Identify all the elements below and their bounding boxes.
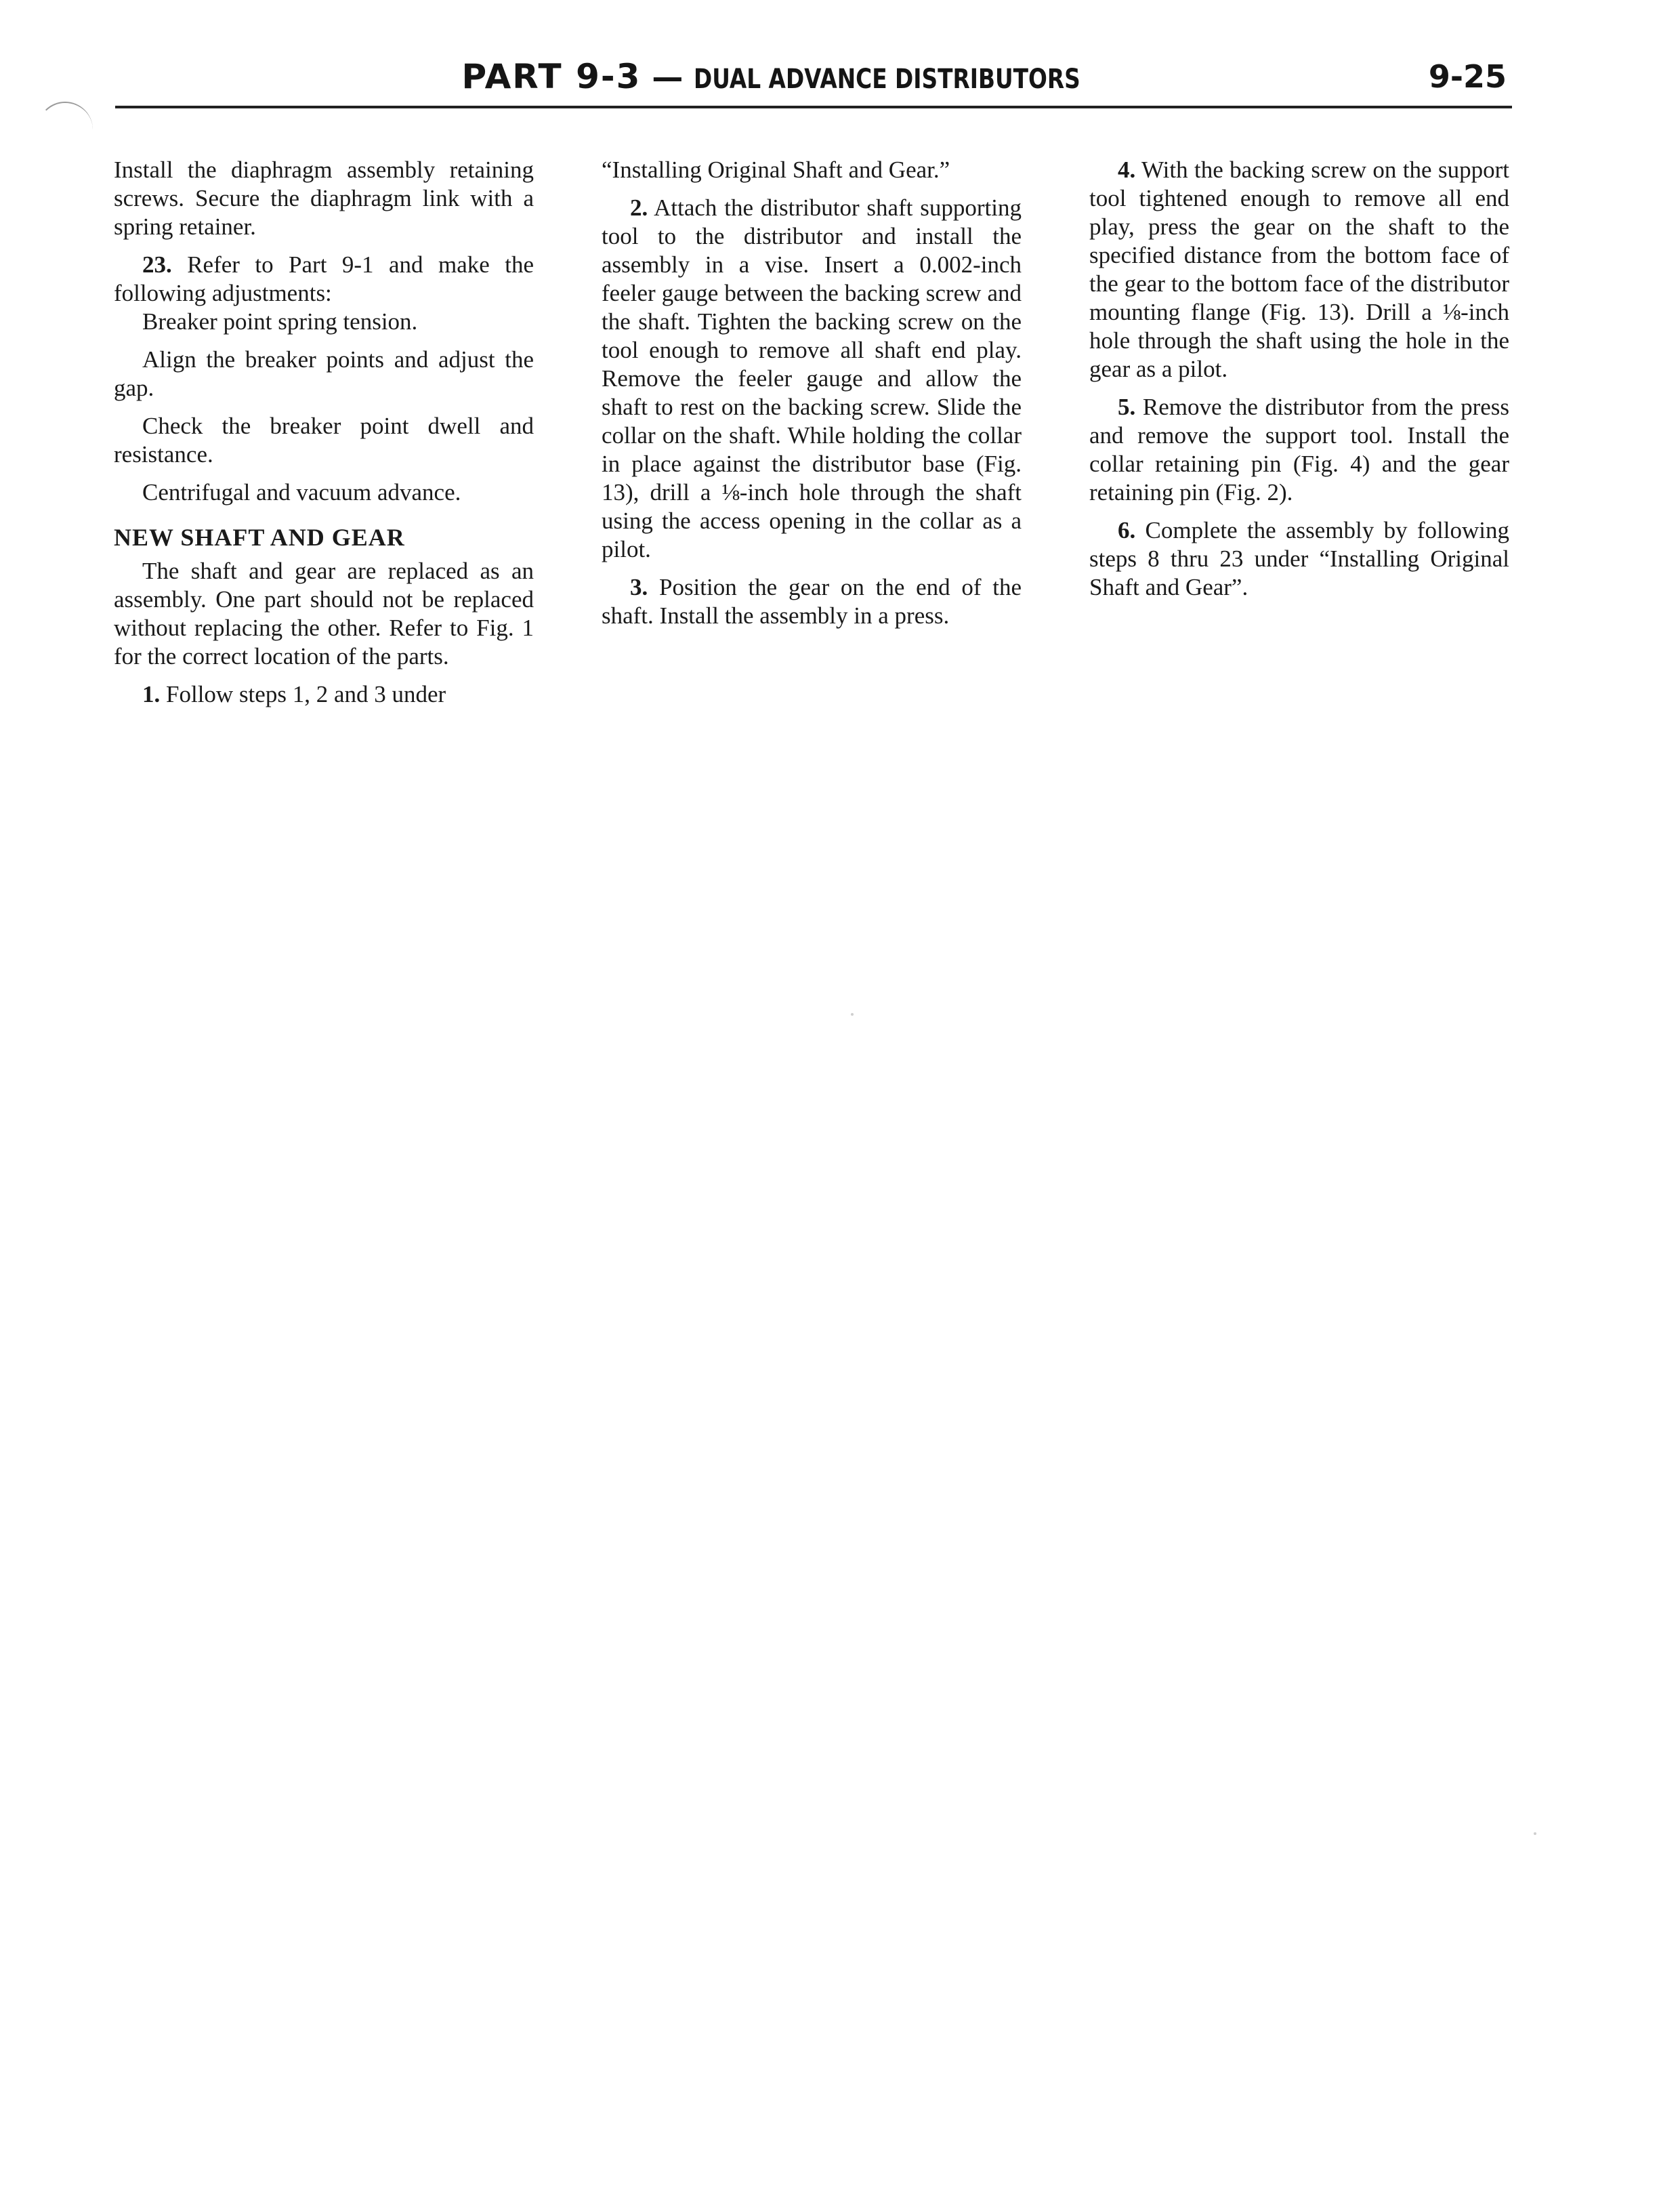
scan-speck — [1534, 1832, 1536, 1835]
page-title — [115, 54, 1512, 102]
step-23 — [114, 251, 534, 308]
step-text: Follow steps 1, 2 and 3 under — [160, 681, 446, 707]
step-number: 1. — [142, 681, 161, 707]
text-column-1 — [114, 156, 534, 718]
step-1 — [114, 680, 534, 709]
paragraph-new-shaft: The shaft and gear are replaced as an assembly. One part should not be replaced without replacing the other. Refer to Fig. 1 for the correct location of the parts. — [114, 558, 534, 669]
step-text: Attach the distributor shaft supporting tool to the distributor and install the assembly in a vise. Insert a 0.002-inch feeler gauge between the backing screw and the shaft. Tighten the backing screw on the tool enough to remove all shaft end play. Remove the feeler gauge and allow the shaft to rest on the backing screw. Slide the collar on the shaft. While holding the collar in place against the distributor base (Fig. 13), drill a ⅛-inch hole through the shaft using the access opening in the collar as a pilot. — [602, 194, 1022, 562]
step-number: 5. — [1118, 394, 1136, 420]
step-text: Refer to Part 9-1 and make the following adjustments: — [114, 251, 534, 306]
continued-text: “Installing Original Shaft and Gear.” — [602, 157, 950, 183]
adjustment-item: Check the breaker point dwell and resistance. — [114, 413, 534, 468]
paragraph-diaphragm: Install the diaphragm assembly retaining screws. Secure the diaphragm link with a spring retainer. — [114, 157, 534, 240]
step-number: 2. — [630, 194, 648, 221]
title-separator: — — [641, 59, 694, 96]
step-4 — [1089, 156, 1509, 384]
header-rule — [115, 106, 1512, 108]
part-number: PART 9-3 — [461, 57, 642, 96]
step-2 — [602, 194, 1022, 564]
adjustment-item: Breaker point spring tension. — [142, 308, 418, 335]
step-text: Complete the assembly by following steps 8 thru 23 under “Installing Original Shaft and Gear”. — [1089, 517, 1509, 600]
step-3 — [602, 573, 1022, 630]
text-column-2 — [602, 156, 1022, 640]
page-number: 9-25 — [1428, 58, 1507, 95]
step-number: 6. — [1118, 517, 1136, 543]
step-number: 23. — [142, 251, 172, 278]
step-number: 3. — [630, 574, 648, 600]
step-5 — [1089, 393, 1509, 507]
adjustment-item: Centrifugal and vacuum advance. — [142, 479, 461, 505]
adjustment-item: Align the breaker points and adjust the gap. — [114, 346, 534, 401]
step-6 — [1089, 516, 1509, 602]
text-column-3 — [1089, 156, 1509, 611]
page-header — [115, 54, 1512, 107]
scan-speck — [851, 1013, 854, 1016]
step-text: Remove the distributor from the press and remove the support tool. Install the collar retaining pin (Fig. 4) and the gear retaining pin (Fig. 2). — [1089, 394, 1509, 505]
step-number: 4. — [1118, 157, 1136, 183]
part-subtitle: DUAL ADVANCE DISTRIBUTORS — [694, 64, 1081, 95]
scan-corner-mark — [37, 102, 93, 157]
step-text: Position the gear on the end of the shaft. Install the assembly in a press. — [602, 574, 1022, 629]
section-heading: NEW SHAFT AND GEAR — [114, 524, 405, 551]
step-text: With the backing screw on the support tool tightened enough to remove all end play, press the gear on the shaft to the specified distance from the bottom face of the gear to the bottom face of the distributor mounting flange (Fig. 13). Drill a ⅛-inch hole through the shaft using the hole in the gear as a pilot. — [1089, 157, 1509, 382]
